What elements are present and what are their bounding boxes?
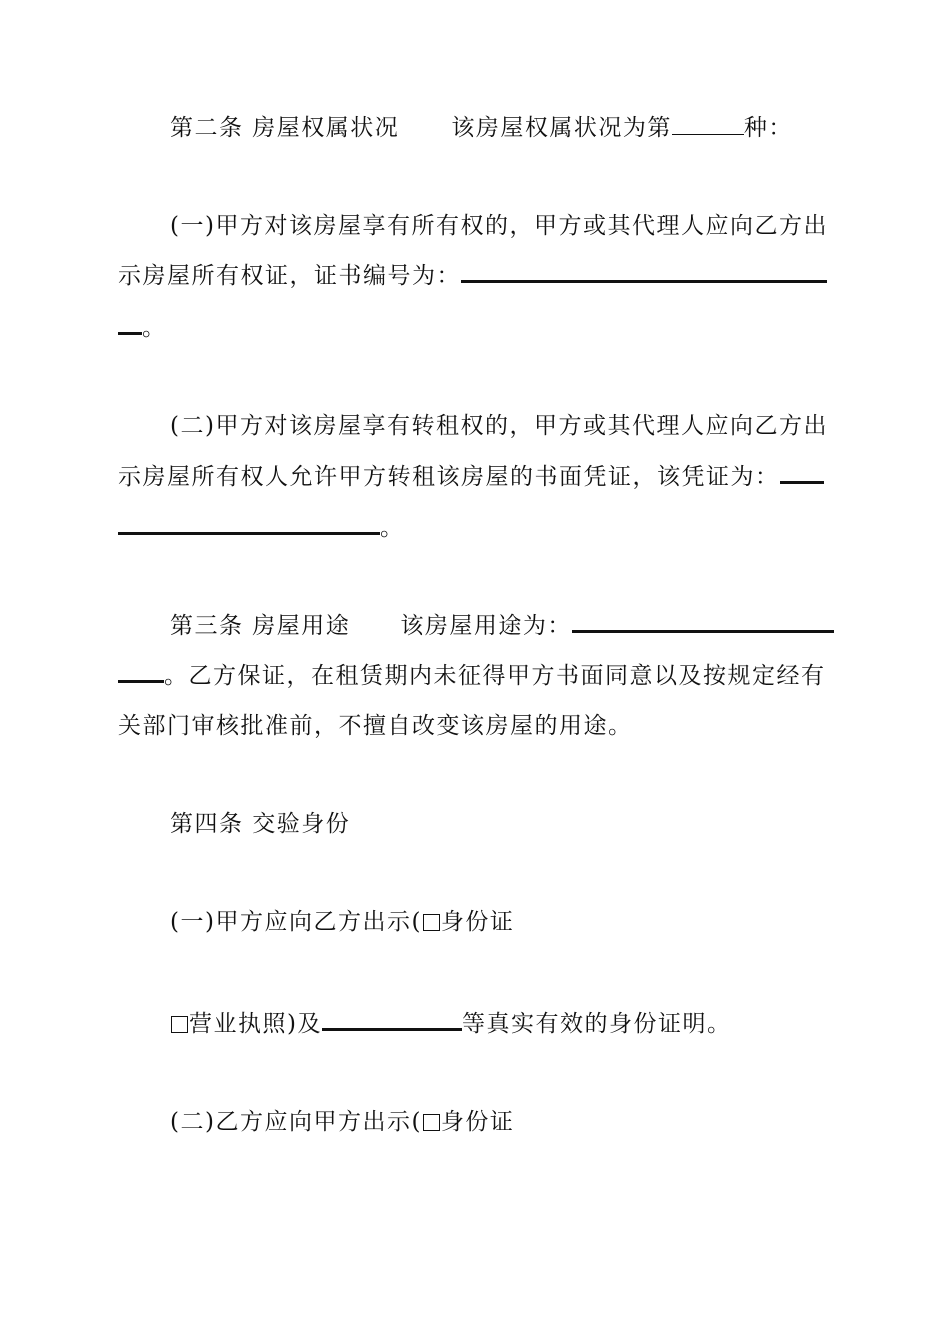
article3-heading: 第三条 房屋用途 — [170, 613, 351, 639]
article4-item2-line1: (二)乙方应向甲方出示( 身份证 — [170, 1109, 515, 1135]
other-id-blank — [322, 1012, 462, 1031]
article2-item2-line3: 。 — [118, 512, 833, 544]
voucher-blank — [780, 465, 824, 484]
category-blank — [672, 112, 744, 135]
article4-heading-line — [170, 808, 833, 840]
id-card-checkbox-2[interactable] — [423, 1114, 440, 1131]
usage-blank — [572, 614, 834, 633]
article2-item1-line1: (一)甲方对该房屋享有所有权的，甲方或其代理人应向乙方出 — [170, 213, 828, 239]
article4-item1-line2: 营业执照)及 等真实有效的身份证明。 — [170, 1008, 833, 1040]
id-card-option-label: 身份证 — [440, 909, 515, 935]
article3-line2: 。乙方保证，在租赁期内未征得甲方书面同意以及按规定经有 — [118, 660, 833, 692]
article2-item1-line3: 。 — [118, 312, 833, 344]
article2-item2-line1: (二)甲方对该房屋享有转租权的，甲方或其代理人应向乙方出 — [170, 413, 828, 439]
certificate-number-blank — [461, 264, 827, 283]
article2-heading: 第二条 房屋权属状况 — [170, 115, 400, 141]
business-license-checkbox[interactable] — [171, 1016, 188, 1033]
article2-heading-line — [170, 112, 833, 144]
article2-item2-line2: 示房屋所有权人允许甲方转租该房屋的书面凭证，该凭证为： — [118, 461, 833, 493]
article4-heading: 第四条 交验身份 — [170, 811, 351, 837]
id-card-checkbox[interactable] — [423, 914, 440, 931]
id-card-option-label-2: 身份证 — [440, 1109, 515, 1135]
voucher-blank-cont — [118, 516, 380, 535]
article2-intro-suffix: 种： — [743, 115, 793, 141]
article2-item1-line2: 示房屋所有权证，证书编号为： — [118, 260, 833, 292]
usage-blank-cont — [118, 664, 164, 683]
certificate-number-blank-cont — [118, 316, 142, 335]
article2-intro-text: 该房屋权属状况为第 — [451, 115, 672, 141]
business-license-option-label: 营业执照)及 — [189, 1011, 322, 1037]
article4-item1-line1: (一)甲方应向乙方出示( 身份证 — [170, 909, 515, 935]
article3-line1: 第三条 房屋用途 该房屋用途为： — [170, 610, 833, 642]
article3-line3: 关部门审核批准前，不擅自改变该房屋的用途。 — [118, 713, 633, 739]
